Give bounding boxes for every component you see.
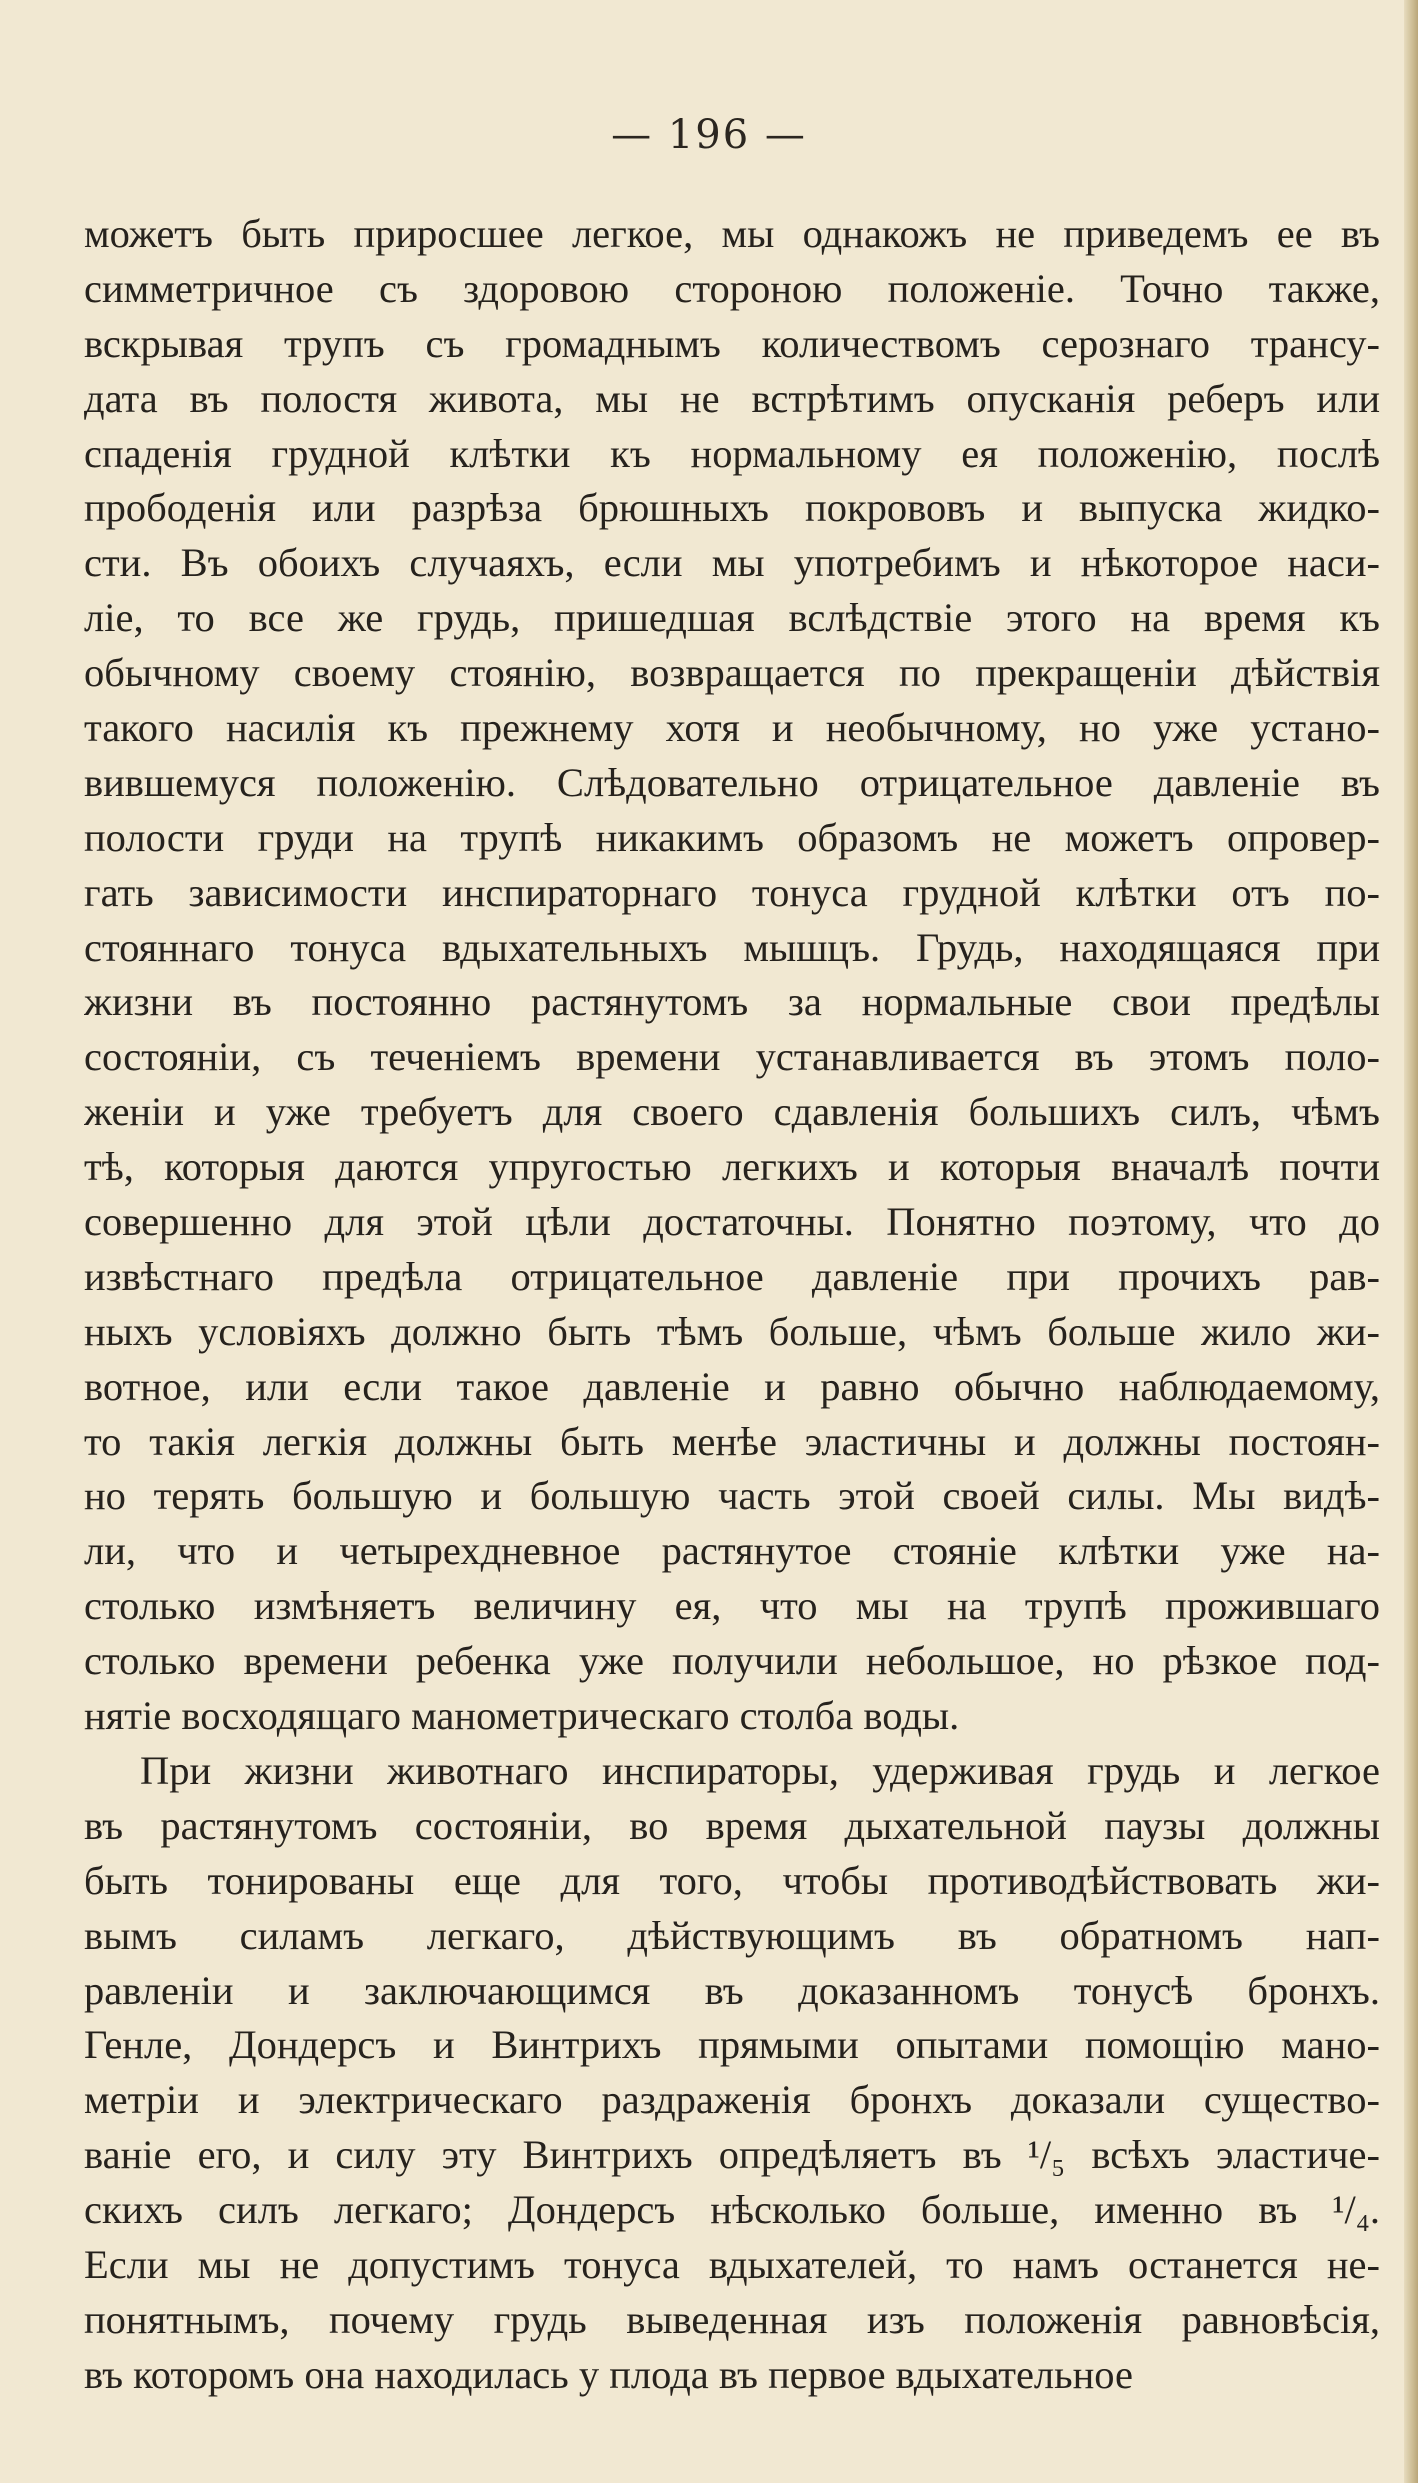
text-line: полости груди на трупѣ никакимъ образомъ не можетъ опровер- [84,814,1380,860]
text-line: вившемуся положенію. Слѣдовательно отрицательное давленіе въ [84,759,1380,805]
text-line: скихъ силъ легкаго; Дондерсъ нѣсколько больше, именно въ ¹/₄. [84,2187,1380,2233]
text-line: Генле, Дондерсъ и Винтрихъ прямыми опытами помощію мано- [84,2022,1380,2068]
text-line: спаденія грудной клѣтки къ нормальному ея положенію, послѣ [84,430,1380,476]
text-line: жизни въ постоянно растянутомъ за нормальные свои предѣлы [84,979,1380,1025]
text-line: понятнымъ, почему грудь выведенная изъ положенія равновѣсія, [84,2296,1380,2342]
text-line: ваніе его, и силу эту Винтрихъ опредѣляетъ въ ¹/₅ всѣхъ эластиче- [84,2132,1380,2178]
text-line: стояннаго тонуса вдыхательныхъ мышцъ. Грудь, находящаяся при [84,924,1380,970]
text-line: обычному своему стоянію, возвращается по прекращеніи дѣйствія [84,650,1380,696]
text-line: но терять большую и большую часть этой своей силы. Мы видѣ- [84,1473,1380,1519]
text-line: вскрывая трупъ съ громаднымъ количествомъ серознаго трансу- [84,320,1380,366]
text-line: симметричное съ здоровою стороною положеніе. Точно также, [84,265,1380,311]
page-number: — 196 — [611,112,807,158]
text-line: ліе, то все же грудь, пришедшая вслѣдствіе этого на время къ [84,595,1380,641]
page-edge-shadow [1404,0,1418,2483]
text-line: то такія легкія должны быть менѣе эластичны и должны постоян- [84,1418,1380,1464]
text-line: тѣ, которыя даются упругостью легкихъ и которыя вначалѣ почти [84,1144,1380,1190]
text-line: быть тонированы еще для того, чтобы противодѣйствовать жи- [84,1857,1380,1903]
text-line: столько времени ребенка уже получили небольшое, но рѣзкое под- [84,1638,1380,1684]
text-line: ли, что и четырехдневное растянутое стояніе клѣтки уже на- [84,1528,1380,1574]
text-line: гать зависимости инспираторнаго тонуса грудной клѣтки отъ по- [84,869,1380,915]
text-line: равленіи и заключающимся въ доказанномъ тонусѣ бронхъ. [84,1967,1380,2013]
text-line: дата въ полостя живота, мы не встрѣтимъ опусканія реберъ или [84,375,1380,421]
text-line: сти. Въ обоихъ случаяхъ, если мы употребимъ и нѣкоторое наси- [84,540,1380,586]
text-line: женіи и уже требуетъ для своего сдавленія большихъ силъ, чѣмъ [84,1089,1380,1135]
text-line: въ растянутомъ состояніи, во время дыхательной паузы должны [84,1802,1380,1848]
text-line: можетъ быть приросшее легкое, мы однакожъ не приведемъ ее въ [84,211,1380,256]
text-line: вымъ силамъ легкаго, дѣйствующимъ въ обратномъ нап- [84,1912,1380,1958]
text-line: совершенно для этой цѣли достаточны. Понятно поэтому, что до [84,1199,1380,1245]
text-line: столько измѣняетъ величину ея, что мы на трупѣ прожившаго [84,1583,1380,1629]
text-line: прободенія или разрѣза брюшныхъ покрововъ и выпуска жидко- [84,485,1380,531]
text-line: ныхъ условіяхъ должно быть тѣмъ больше, чѣмъ больше жило жи- [84,1308,1380,1354]
text-line: извѣстнаго предѣла отрицательное давленіе при прочихъ рав- [84,1253,1380,1299]
text-line: такого насилія къ прежнему хотя и необычному, но уже устано- [84,705,1380,751]
text-line: При жизни животнаго инспираторы, удерживая грудь и легкое [140,1747,1380,1793]
text-line: состояніи, съ теченіемъ времени устанавливается въ этомъ поло- [84,1034,1380,1080]
text-line: нятіе восходящаго манометрическаго столба воды. [84,1693,960,1739]
text-line: метріи и электрическаго раздраженія бронхъ доказали существо- [84,2077,1380,2123]
text-line: въ которомъ она находилась у плода въ первое вдыхательное [84,2351,1134,2397]
text-line: Если мы не допустимъ тонуса вдыхателей, то намъ останется не- [84,2241,1380,2287]
text-line: вотное, или если такое давленіе и равно обычно наблюдаемому, [84,1363,1380,1409]
body-text [84,207,1380,2403]
